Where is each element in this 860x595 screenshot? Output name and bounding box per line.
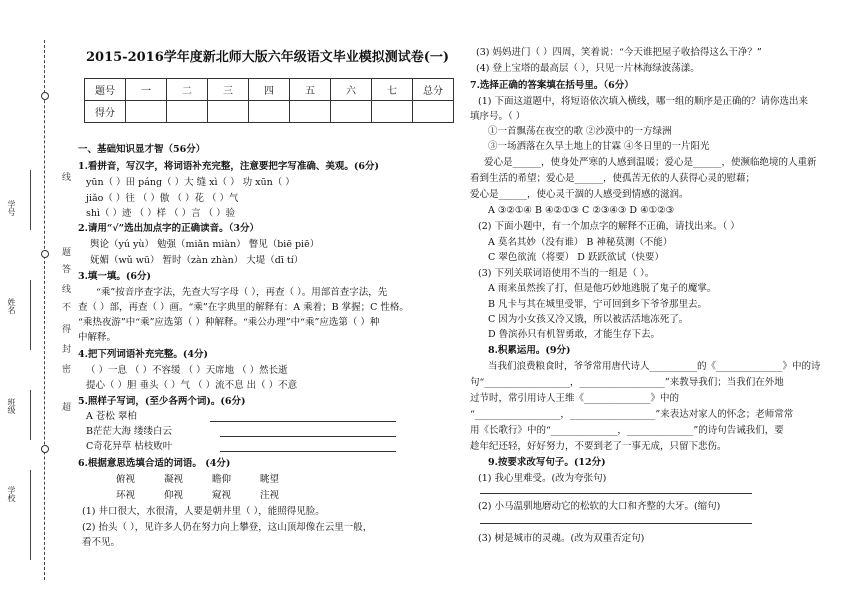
binding-hole-3 — [41, 445, 49, 453]
seal-char: 线 — [62, 173, 72, 183]
question-2-line: 舆论（yú yù） 勉强（miǎn miàn） 瞥见（biē piē） — [90, 239, 320, 250]
seal-char: 封 — [62, 345, 72, 355]
page-title: 2015-2016学年度新北师大版六年级语文毕业模拟测试卷(一) — [86, 50, 450, 65]
score-cell[interactable] — [290, 101, 331, 123]
question-6-line: 看不见。 — [82, 537, 121, 548]
score-cell[interactable] — [208, 101, 249, 123]
score-cell[interactable] — [372, 101, 413, 123]
seal-char: 答 — [62, 265, 72, 275]
question-6-line: (2) 抬头（ ），见许多人仍在努力向上攀登，这山顶却像在云里一般， — [82, 522, 373, 533]
section-1-heading: 一、基础知识显才智（56分） — [78, 144, 206, 155]
class-underline — [30, 390, 31, 440]
seal-char: 超 — [62, 403, 72, 413]
score-cell[interactable] — [331, 101, 372, 123]
question-8-line: 过节时，常引用诗人王维《______________》中的 — [470, 393, 680, 404]
question-3-line: “乘”按音序查字法，先查大写字母（ ），再查（ ）。用部首查字法，先 — [96, 287, 388, 298]
question-4-line: （ ）一息 （ ）不容缓 （ ）天席地 （ ）然长逝 — [86, 365, 288, 376]
score-header-cell: 五 — [290, 79, 331, 101]
score-header-cell: 一 — [126, 79, 167, 101]
question-3-heading: 3.填一填。(6分) — [78, 271, 152, 282]
question-7-line: (1) 下面这道题中，将短语依次填入横线，哪一组的顺序是正确的？请你选出来 — [478, 96, 808, 107]
binding-dashed-line — [44, 40, 45, 580]
seal-char: 得 — [62, 325, 72, 335]
question-5-example: C奇花异草 枯枝败叶 — [86, 441, 173, 452]
question-3-line: 查（ ）部，再查（ ）画。“乘”在字典里的解释有：A 乘着；B 掌握；C 性格。 — [78, 302, 409, 313]
question-6-heading: 6.根据意思选填合适的词语。 (4分) — [78, 458, 231, 469]
seal-char: 线 — [62, 285, 72, 295]
question-5-example: B茫茫大海 缕缕白云 — [86, 426, 173, 437]
school-label: 学校 — [7, 486, 16, 502]
score-header-cell: 总分 — [413, 79, 454, 101]
question-7-line: 看到生活的希望；爱心是______，使孤苦无依的人获得心灵的慰藉； — [470, 173, 756, 184]
question-1-heading: 1.看拼音，写汉字，将词语补充完整，注意要把字写准确、美观。(6分) — [78, 161, 380, 172]
question-7-choice: B 凡卡与其在城里受罪，宁可回到乡下爷爷那里去。 — [488, 299, 708, 310]
question-8-line: 趁年纪还轻，好好努力，不要到老了一事无成，只留下悲伤。 — [470, 441, 727, 452]
class-label: 班级 — [7, 398, 16, 414]
score-table — [84, 78, 454, 123]
score-header-cell: 四 — [249, 79, 290, 101]
question-7-choices: C 翠色欲流（将要） D 跃跃欲试（快要） — [488, 252, 664, 263]
seal-char: 不 — [62, 303, 72, 313]
answer-line — [480, 493, 752, 494]
question-7-line: 爱心是______，使心灵干涸的人感受到情感的滋润。 — [470, 189, 689, 200]
answer-line — [220, 436, 396, 437]
score-header-cell: 三 — [208, 79, 249, 101]
question-6-line: (1) 井口很大，水很清，人要是朝井里（ ），能照得见脸。 — [82, 506, 325, 517]
question-8-line: “__________________，__________________”来表达对家人的怀念；老师常常 — [470, 409, 794, 420]
question-8-heading: 8.积累运用。(9分) — [488, 345, 571, 356]
student-number-label: 学号 — [7, 200, 16, 216]
student-name-label: 姓名 — [7, 298, 16, 314]
question-6-word-bank: 俯视 凝视 瞻仰 眺望 — [116, 474, 280, 485]
name-underline — [30, 280, 31, 350]
question-4-line: 提心（ ）胆 垂头（ ）气 （ ）流不息 出（ ）不意 — [86, 380, 298, 391]
score-header-cell: 七 — [372, 79, 413, 101]
number-underline — [30, 170, 31, 230]
question-2-heading: 2.请用“√”选出加点字的正确读音。（3分） — [78, 223, 259, 234]
question-7-option: ①一首飘荡在夜空的歌 ②沙漠中的一方绿洲 — [488, 126, 672, 137]
question-7-choice: A 雨来虽然挨了打，但是他巧妙地逃脱了鬼子的魔掌。 — [488, 283, 717, 294]
question-6-line: (4) 登上宝塔的最高层（ ），只见一片林海绿波荡漾。 — [476, 63, 700, 74]
question-6-line: (3) 妈妈进门（ ）四周，笑着说：“今天谁把屋子收拾得这么干净？” — [476, 47, 762, 58]
question-1-line: shì（ ）迹 （ ）样 （ ）言 （ ）验 — [86, 208, 236, 219]
question-7-line: (3) 下列关联词语使用不当的一组是（ ）。 — [478, 268, 655, 279]
score-table-header-row — [85, 79, 454, 101]
answer-line — [210, 421, 396, 422]
seal-char: 密 — [62, 365, 72, 375]
question-7-heading: 7.选择正确的答案填在括号里。（6分） — [470, 80, 634, 91]
score-cell[interactable] — [413, 101, 454, 123]
binding-hole-1 — [41, 92, 49, 100]
question-9-prompt: (3) 树是城市的灵魂。(改为双重否定句) — [478, 533, 645, 544]
question-3-line: 中解释。 — [78, 332, 117, 343]
question-4-heading: 4.把下列词语补充完整。(4分) — [78, 349, 209, 360]
question-7-line: 填序号。（ ） — [470, 111, 526, 122]
question-6-word-bank: 环视 仰视 窥视 注视 — [116, 490, 280, 501]
question-7-line: 爱心是______，使身处严寒的人感到温暖；爱心是______，使濒临绝境的人重新 — [484, 157, 817, 168]
score-row-label: 得分 — [85, 101, 126, 123]
score-table-score-row — [85, 101, 454, 123]
question-5-example: A 苍松 翠柏 — [86, 411, 137, 422]
question-2-line: 妩媚（wǔ wū） 暂时（zàn zhàn） 大堤（dī tí） — [90, 255, 304, 266]
question-7-choices: A ③②①④ B ④②①③ C ②③④③ D ④①②③ — [488, 205, 675, 216]
score-header-cell: 二 — [167, 79, 208, 101]
question-7-choices: A 莫名其妙（没有谁） B 神秘莫测（不能） — [488, 237, 673, 248]
question-1-line: yūn（ ）田 páng（ ）大 缝 xì（ ） 功 xūn（ ） — [86, 177, 295, 188]
question-9-prompt: (1) 我心里难受。(改为夸张句) — [478, 473, 607, 484]
answer-line — [480, 523, 752, 524]
question-9-prompt: (2) 小马温驯地磨动它的松软的大口和齐整的大牙。(缩句) — [478, 501, 721, 512]
score-cell[interactable] — [249, 101, 290, 123]
question-3-line: “乘热夜游”中“乘”应选第（ ）种解释。“乘公办理”中“乘”应选第（ ）种 — [78, 317, 380, 328]
question-7-option: ③一场洒落在久旱土地上的甘霖 ④冬日里的一片阳光 — [488, 141, 710, 152]
score-cell[interactable] — [167, 101, 208, 123]
score-header-cell: 六 — [331, 79, 372, 101]
school-underline — [30, 470, 31, 560]
question-1-line: jiǎo（ ）往 （ ）傲 （ ）花 （ ）气 — [86, 193, 239, 204]
question-9-heading: 9.按要求改写句子。(12分) — [488, 457, 606, 468]
answer-line — [220, 451, 396, 452]
question-7-choice: C 因为小女孩又冷又饿，所以被活活地冻死了。 — [488, 314, 689, 325]
question-7-choice: D 鲁滨孙只有机智勇敢，才能生存下去。 — [488, 329, 661, 340]
question-5-heading: 5.照样子写词，(至少各两个词)。(6分) — [78, 396, 246, 407]
binding-hole-2 — [41, 250, 49, 258]
score-header-cell: 题号 — [85, 79, 126, 101]
question-8-line: 句“__________________，__________________”来教导我们；当我们在外地 — [470, 377, 784, 388]
question-7-line: (2) 下面小题中，有一个加点字的解释不正确，请找出来。（ ） — [478, 221, 740, 232]
question-8-line: 用《长歌行》中的“______________，______________”的诗句告诫我们，要 — [470, 425, 784, 436]
seal-char: 题 — [62, 248, 72, 258]
question-8-line: 当我们浪费粮食时，爷爷常用唐代诗人__________的《______________》中的诗 — [488, 361, 821, 372]
score-cell[interactable] — [126, 101, 167, 123]
